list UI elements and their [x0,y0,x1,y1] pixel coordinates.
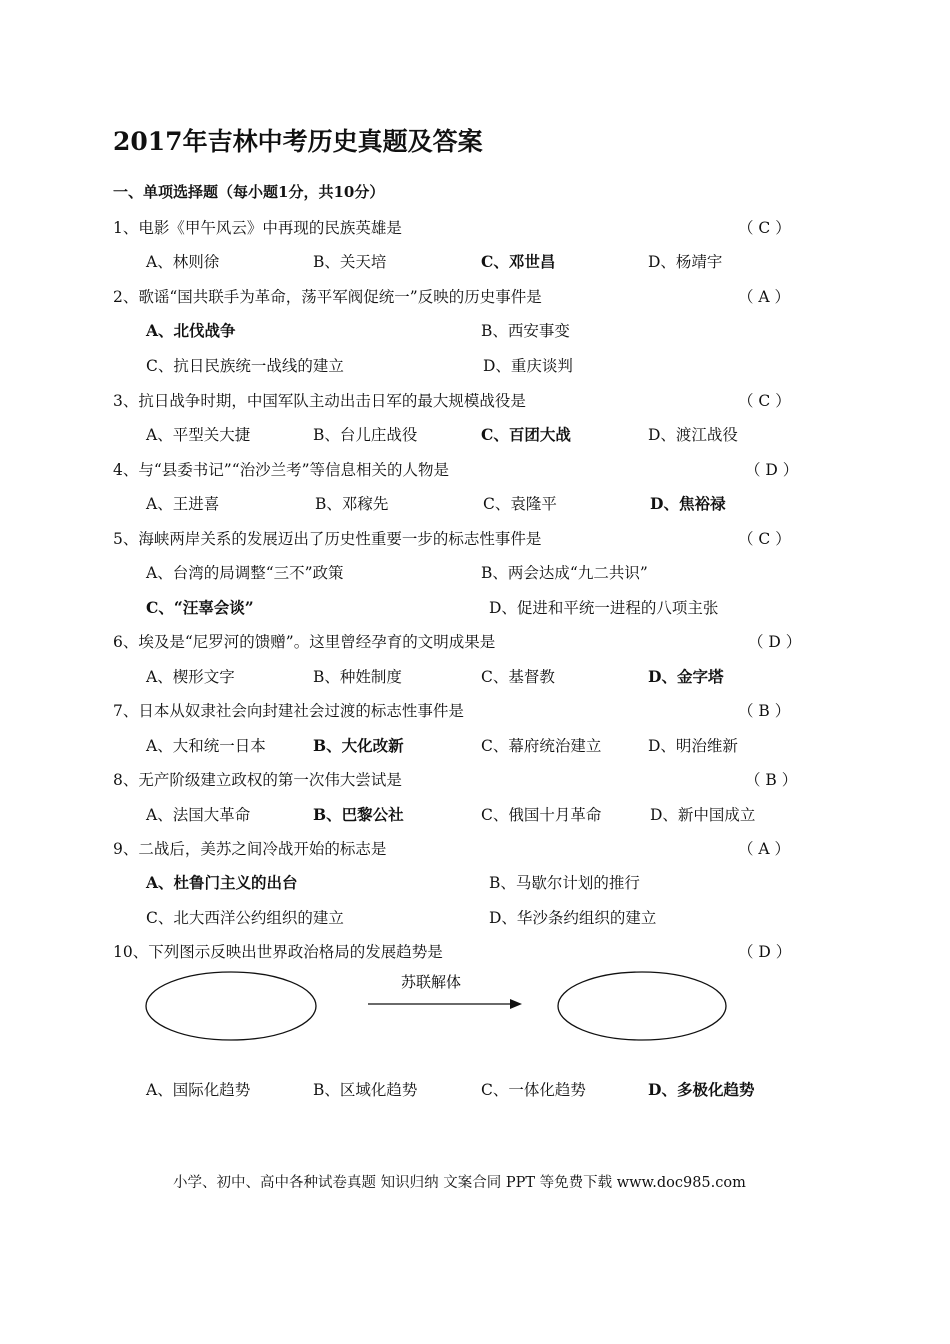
option: B、两会达成“九二共识” [481,564,648,582]
question-answer: （ D ） [745,461,799,479]
option: A、林则徐 [146,253,220,271]
option: B、台儿庄战役 [313,426,418,444]
question-stem: 1、电影《甲午风云》中再现的民族英雄是 [113,219,402,237]
option: B、西安事变 [481,322,570,340]
question-answer: （ C ） [738,392,791,410]
option: A、台湾的局调整“三不”政策 [146,564,344,582]
question-answer: （ A ） [738,288,791,306]
right-ellipse [558,972,726,1040]
option: D、新中国成立 [650,806,756,824]
option: D、渡江战役 [648,426,738,444]
option: D、明治维新 [648,737,738,755]
question-stem: 6、埃及是“尼罗河的馈赠”。这里曾经孕育的文明成果是 [113,633,496,651]
option: C、俄国十月革命 [481,806,602,824]
option-correct: B、巴黎公社 [313,805,404,824]
page-title: 2017年吉林中考历史真题及答案 [113,127,483,156]
option: D、杨靖宇 [648,253,723,271]
option: A、王进喜 [146,495,220,513]
option-correct: D、焦裕禄 [650,494,726,513]
option: D、重庆谈判 [483,357,573,375]
option: B、关天培 [313,253,387,271]
option: C、一体化趋势 [481,1081,586,1099]
option: A、平型关大捷 [146,426,251,444]
question-stem: 7、日本从奴隶社会向封建社会过渡的标志性事件是 [113,702,464,720]
page-footer: 小学、初中、高中各种试卷真题 知识归纳 文案合同 PPT 等免费下载 www.doc985.com [173,1175,746,1191]
question-stem: 4、与“县委书记”“治沙兰考”等信息相关的人物是 [113,461,450,479]
section-heading: 一、单项选择题（每小题1分，共10分） [113,183,385,201]
option: A、法国大革命 [146,806,251,824]
question-stem: 2、歌谣“国共联手为革命，荡平军阀促统一”反映的历史事件是 [113,288,542,306]
question-answer: （ B ） [745,771,798,789]
option: A、国际化趋势 [146,1081,251,1099]
question-answer: （ D ） [748,633,802,651]
left-ellipse [146,972,316,1040]
option: A、大和统一日本 [146,737,266,755]
option-correct: D、金字塔 [648,667,724,686]
option: B、邓稼先 [315,495,389,513]
option: D、华沙条约组织的建立 [489,909,657,927]
question-stem: 10、下列图示反映出世界政治格局的发展趋势是 [113,943,443,961]
option-correct: B、大化改新 [313,736,404,755]
option: A、楔形文字 [146,668,235,686]
option: C、基督教 [481,668,555,686]
question-answer: （ D ） [738,943,792,961]
question-stem: 8、无产阶级建立政权的第一次伟大尝试是 [113,771,402,789]
option: B、马歇尔计划的推行 [489,874,640,892]
arrow-head [510,999,522,1009]
option: C、袁隆平 [483,495,557,513]
question-answer: （ A ） [738,840,791,858]
diagram [140,965,820,1045]
option: C、北大西洋公约组织的建立 [146,909,344,927]
question-stem: 9、二战后，美苏之间冷战开始的标志是 [113,840,387,858]
option-correct: A、北伐战争 [146,321,236,340]
option-correct: C、“汪辜会谈” [146,598,254,617]
arrow-label: 苏联解体 [400,973,462,991]
option: B、区域化趋势 [313,1081,418,1099]
option: D、促进和平统一进程的八项主张 [489,599,719,617]
option-correct: C、百团大战 [481,425,571,444]
option-correct: A、杜鲁门主义的出台 [146,873,298,892]
question-stem: 5、海峡两岸关系的发展迈出了历史性重要一步的标志性事件是 [113,530,542,548]
question-answer: （ B ） [738,702,791,720]
question-answer: （ C ） [738,219,791,237]
option-correct: D、多极化趋势 [648,1080,755,1099]
option: C、幕府统治建立 [481,737,602,755]
question-stem: 3、抗日战争时期，中国军队主动出击日军的最大规模战役是 [113,392,526,410]
question-answer: （ C ） [738,530,791,548]
option: C、抗日民族统一战线的建立 [146,357,344,375]
option: B、种姓制度 [313,668,402,686]
option-correct: C、邓世昌 [481,252,556,271]
